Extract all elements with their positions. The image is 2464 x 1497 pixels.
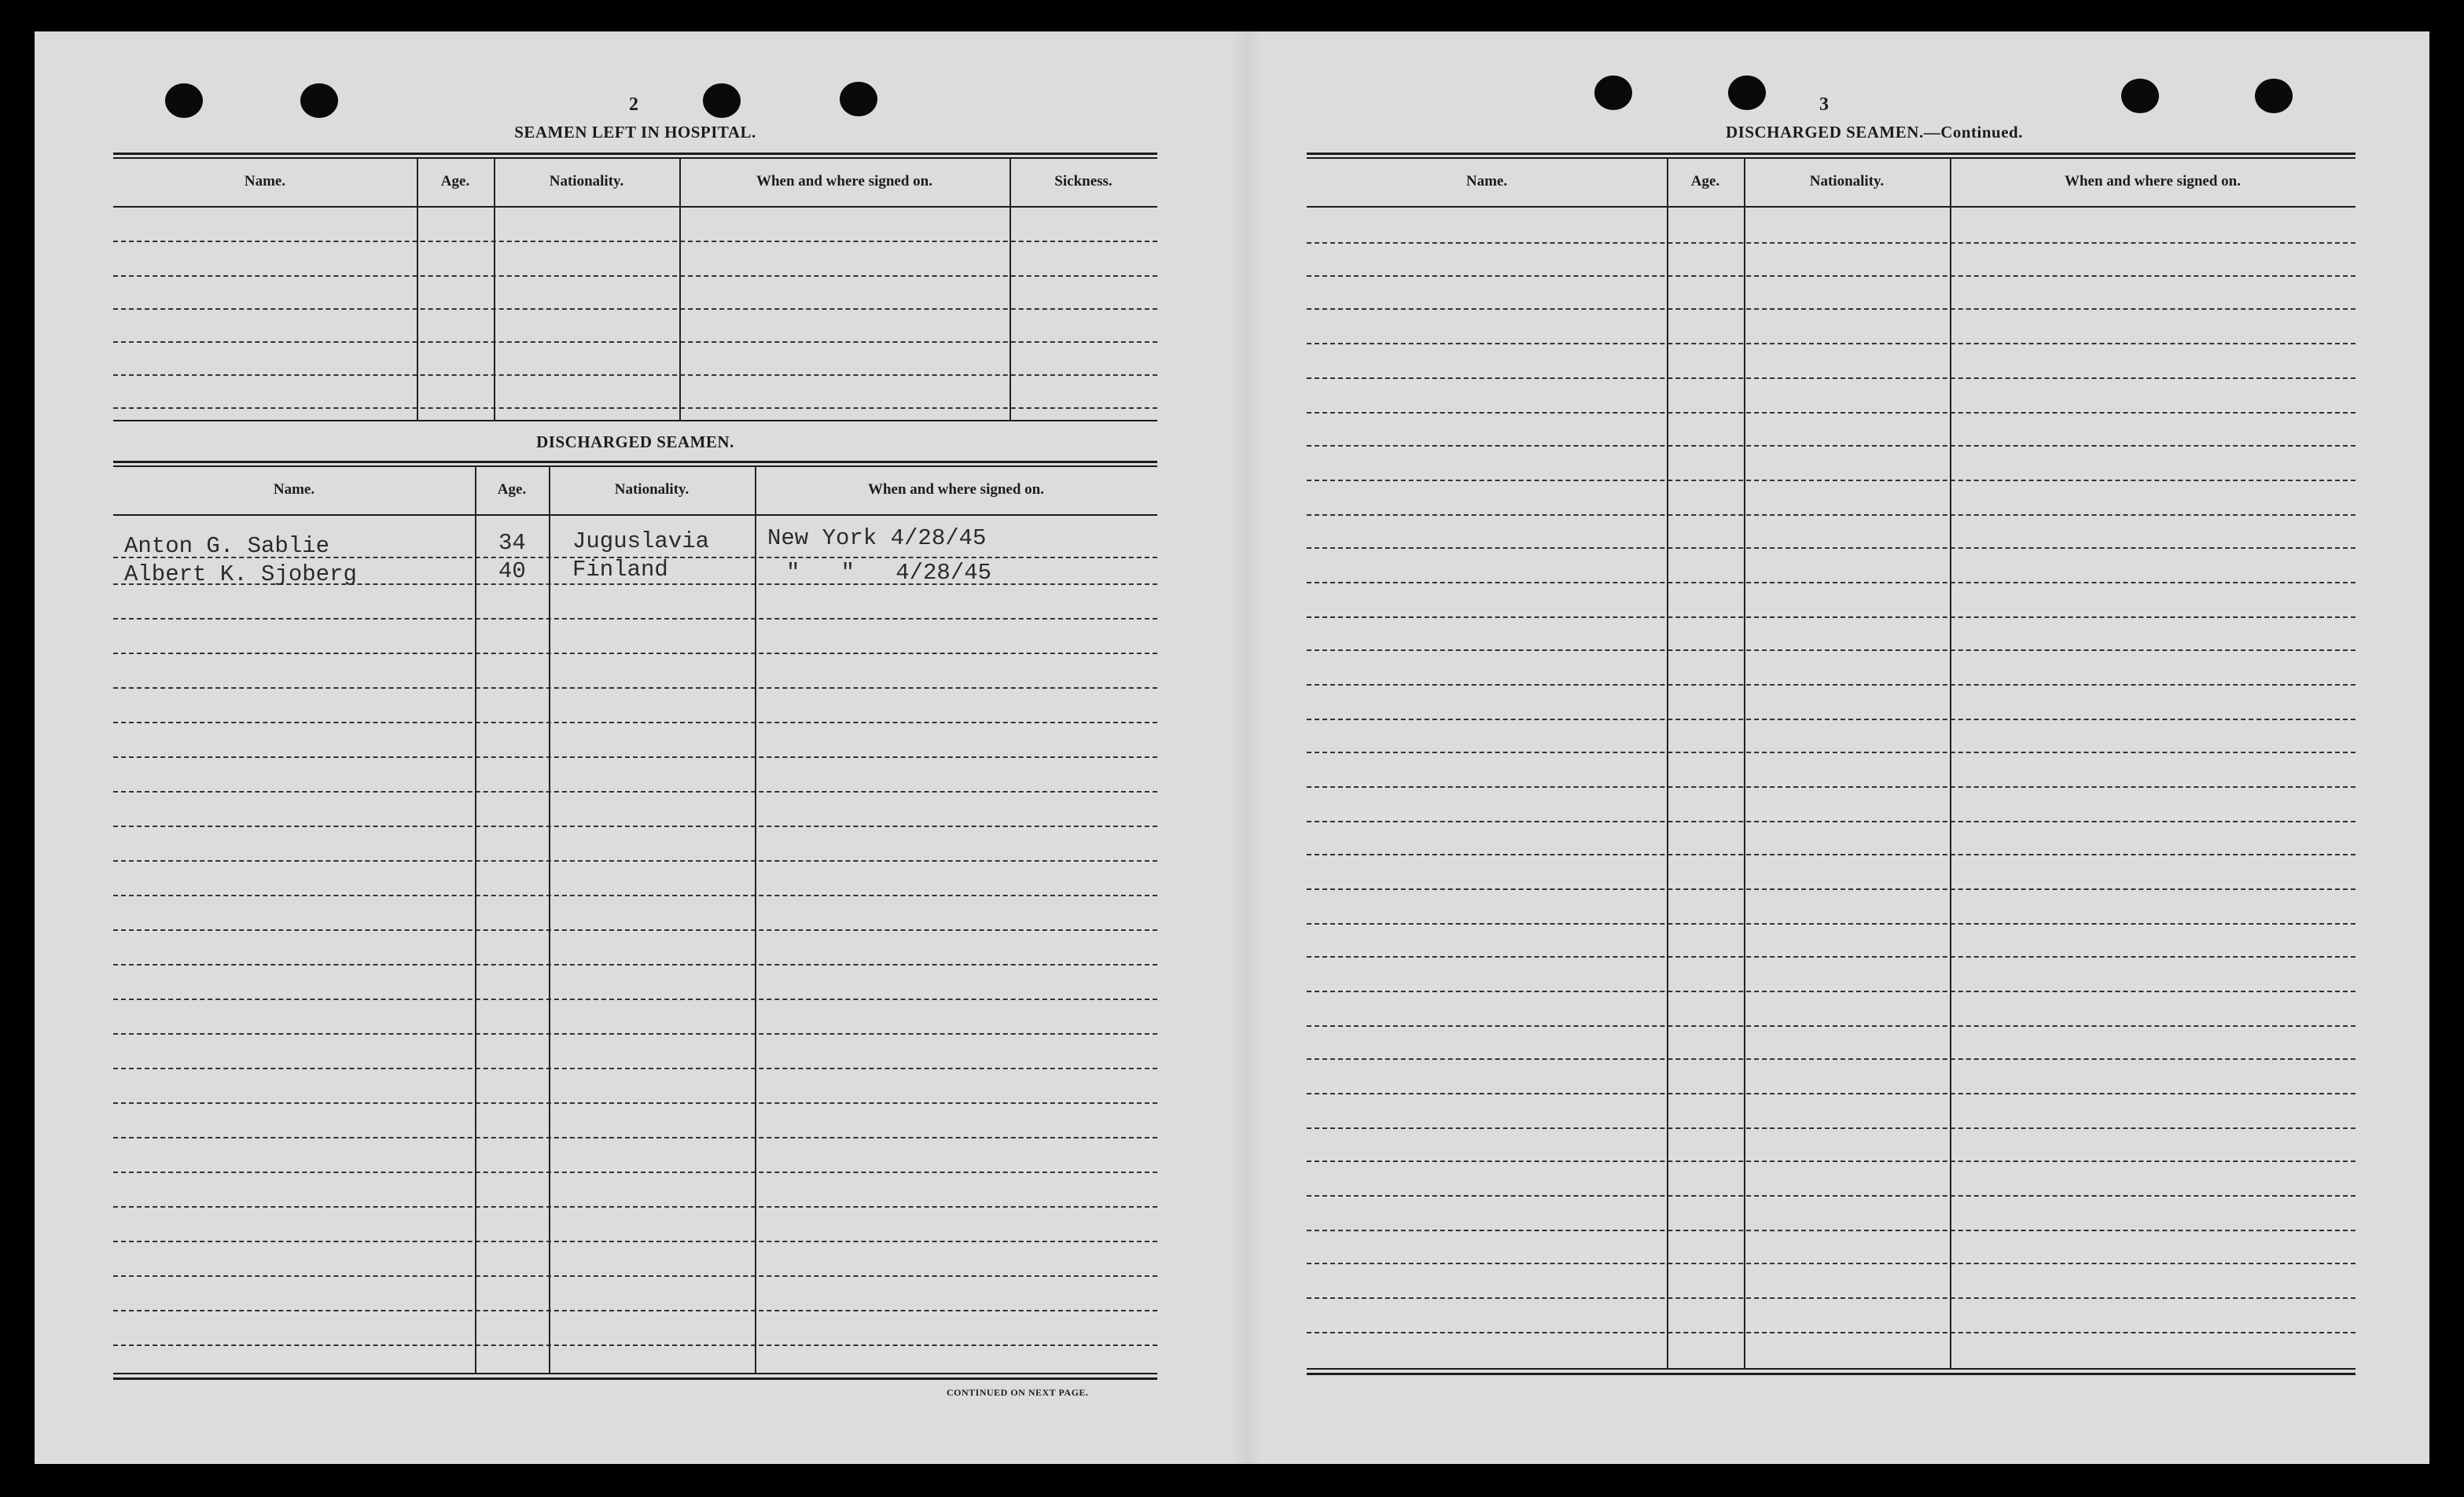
continued-col-name: Name. (1466, 173, 1508, 189)
punch-hole (1728, 75, 1766, 110)
hospital-col-sickness: Sickness. (1054, 173, 1112, 189)
page-number-right: 3 (1819, 94, 1829, 115)
continued-note: CONTINUED ON NEXT PAGE. (947, 1387, 1089, 1398)
seaman-signed-on: New York 4/28/45 (767, 525, 987, 551)
seaman-nationality: Finland (572, 557, 668, 583)
seaman-nationality: Juguslavia (572, 528, 710, 554)
seaman-name: Anton G. Sablie (124, 533, 330, 559)
discharged-section-title: DISCHARGED SEAMEN. (536, 432, 734, 451)
hospital-col-signed-on: When and where signed on. (756, 173, 932, 189)
hospital-col-nationality: Nationality. (549, 173, 624, 189)
punch-hole (165, 83, 203, 118)
discharged-col-name: Name. (273, 481, 315, 498)
discharged-continued-title: DISCHARGED SEAMEN.—Continued. (1726, 123, 2023, 142)
seaman-name: Albert K. Sjoberg (124, 561, 357, 587)
punch-hole (840, 82, 877, 116)
seaman-age: 40 (498, 558, 526, 584)
continued-col-age: Age. (1690, 173, 1720, 189)
continued-col-nationality: Nationality. (1809, 173, 1885, 189)
seaman-signed-on: " " 4/28/45 (786, 560, 992, 586)
punch-hole (2121, 79, 2159, 113)
discharged-col-nationality: Nationality. (614, 481, 690, 498)
continued-col-signed-on: When and where signed on. (2064, 173, 2241, 189)
punch-hole (1594, 75, 1632, 110)
page-number-left: 2 (629, 94, 638, 115)
discharged-col-age: Age. (497, 481, 527, 498)
page-fold (1231, 31, 1263, 1464)
punch-hole (703, 83, 741, 118)
seaman-age: 34 (498, 530, 526, 556)
document-sheet (35, 31, 2429, 1464)
hospital-col-name: Name. (244, 173, 286, 189)
punch-hole (300, 83, 338, 118)
hospital-col-age: Age. (440, 173, 470, 189)
punch-hole (2255, 79, 2293, 113)
discharged-col-signed-on: When and where signed on. (867, 481, 1044, 498)
hospital-section-title: SEAMEN LEFT IN HOSPITAL. (514, 123, 756, 142)
